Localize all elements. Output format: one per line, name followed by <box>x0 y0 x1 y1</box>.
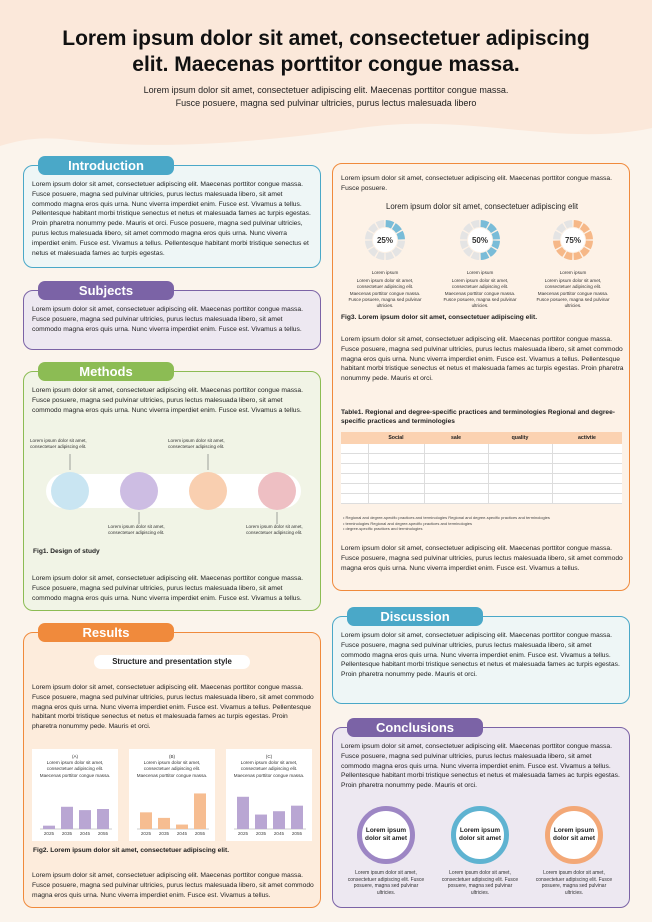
design-circle-4 <box>258 472 296 510</box>
methods-text-1: Lorem ipsum dolor sit amet, consectetuer adipiscing elit. Maecenas porttitor congue massa. Fusce posuere, magna sed pulvinar ultricies, purus lectus malesuada libero, sit amet commodo magna eros quis urna. Nunc viverra imperdiet enim. Fusce est. Vivamus a tellus. <box>32 387 303 414</box>
table-cell <box>424 484 488 493</box>
discussion-label: Discussion <box>347 607 483 626</box>
donut-segment-empty <box>471 220 480 228</box>
table-cell <box>424 494 488 503</box>
table-notes <box>343 515 623 532</box>
results-text-2: Lorem ipsum dolor sit amet, consectetuer adipiscing elit. Maecenas porttitor congue massa. Fusce posuere, magna sed pulvinar ultricies, purus lectus malesuada libero, sit amet commodo magna eros quis urna. Nunc viverra imperdiet enim. Fusce est. Vivamus a tellus. <box>32 872 314 899</box>
donut-segment-empty <box>460 231 468 240</box>
table-row <box>341 454 622 464</box>
right-top-card <box>332 163 630 591</box>
results-card <box>23 625 321 908</box>
table-cell <box>424 464 488 473</box>
donut-segment-filled <box>574 220 583 228</box>
table-note: • Regional and degree-specific practices and terminologies Regional and degree-specific practices and terminologies <box>343 515 550 520</box>
table-cell <box>552 444 622 453</box>
donut-segment-empty <box>376 252 385 260</box>
bar-2045 <box>79 810 91 829</box>
donut-segment-empty <box>365 231 373 240</box>
x-tick-label: 2045 <box>176 831 188 836</box>
x-tick-label: 2025 <box>237 831 249 836</box>
bar-2055 <box>291 806 303 829</box>
x-tick-label: 2045 <box>79 831 91 836</box>
table-cell <box>424 444 488 453</box>
conclusion-ring-2: Lorem ipsum dolor sit amet <box>451 806 509 864</box>
donut-percent-label: 50% <box>471 236 489 245</box>
table-cell <box>552 484 622 493</box>
conclusions-label: Conclusions <box>347 718 483 737</box>
donut-segment-filled <box>564 252 573 260</box>
table-cell <box>341 484 368 493</box>
methods-card <box>23 364 321 611</box>
donut-segment-filled <box>574 252 583 260</box>
conclusion-ring-caption: Lorem ipsum dolor sit amet, consectetuer adipiscing elit. Fusce posuere, magna sed pulvinar ultricies. <box>535 870 613 896</box>
bar-chart-title: (A) Lorem ipsum dolor sit amet, consectetuer adipiscing elit. Maecenas porttitor congue massa. <box>39 754 111 778</box>
donut-segment-filled <box>481 220 490 228</box>
table-cell <box>488 444 552 453</box>
design-circle-1 <box>51 472 89 510</box>
design-note-1: Lorem ipsum dolor sit amet, consectetuer adipiscing elit. <box>30 438 87 450</box>
x-tick-label: 2035 <box>61 831 73 836</box>
x-tick-label: 2045 <box>273 831 285 836</box>
table-row <box>341 444 622 454</box>
bar-chart-2 <box>129 749 215 841</box>
conclusion-ring-1: Lorem ipsum dolor sit amet <box>357 806 415 864</box>
donut-segment-filled <box>492 241 500 250</box>
structure-pill: Structure and presentation style <box>94 655 250 669</box>
bar-chart-title: (B) Lorem ipsum dolor sit amet, consectetuer adipiscing elit. Maecenas porttitor congue massa. <box>136 754 208 778</box>
results-text-1: Lorem ipsum dolor sit amet, consectetuer adipiscing elit. Maecenas porttitor congue massa. Fusce posuere, magna sed pulvinar ultricies, purus lectus malesuada libero, sit amet commodo magna eros quis urna. Nunc viverra imperdiet enim. Fusce est. Vivamus a tellus. Pellentesque habitant morbi tristique senectus et netus et malesuada fames ac turpis egestas. Proin pharetra nonummy pede. Mauris et orci. <box>32 684 314 731</box>
table-body <box>341 444 622 504</box>
right-top-text-2: Lorem ipsum dolor sit amet, consectetuer adipiscing elit. Maecenas porttitor congue massa. Fusce posuere, magna sed pulvinar ultricies, purus lectus malesuada libero, sit amet commodo magna eros quis urna. Nunc viverra imperdiet enim. Fusce est. Vivamus a tellus. Pellentesque habitant morbi tristique senectus et netus et malesuada fames ac turpis egestas. Proin pharetra nonummy pede. Mauris et orci. <box>341 336 624 383</box>
donut-segment-empty <box>386 252 395 260</box>
bar-2035 <box>158 818 170 829</box>
donut-75 <box>548 215 598 265</box>
header-wave-background <box>0 0 652 160</box>
donut-segment-filled <box>553 241 561 250</box>
bar-chart-title: (C) Lorem ipsum dolor sit amet, consectetuer adipiscing elit. Maecenas porttitor congue massa. <box>233 754 305 778</box>
bar-chart-1 <box>32 749 118 841</box>
donut-segment-filled <box>585 241 593 250</box>
conclusion-ring-caption: Lorem ipsum dolor sit amet, consectetuer adipiscing elit. Fusce posuere, magna sed pulvinar ultricies. <box>441 870 519 896</box>
design-circle-3 <box>189 472 227 510</box>
table-cell <box>368 454 424 463</box>
donut-segment-filled <box>492 231 500 240</box>
results-label: Results <box>38 623 174 642</box>
table-header-cell <box>341 432 368 444</box>
table-note: • terminologies Regional and degree-specific practices and terminologies <box>343 520 473 526</box>
table-cell <box>368 474 424 483</box>
table-row <box>341 474 622 484</box>
donut-segment-filled <box>386 220 395 228</box>
table-cell <box>488 494 552 503</box>
donut-segment-filled <box>397 231 405 240</box>
bar-2035 <box>255 815 267 829</box>
table-cell <box>368 464 424 473</box>
table-cell <box>424 454 488 463</box>
table-row <box>341 464 622 474</box>
bar-2055 <box>194 793 206 829</box>
table-cell <box>488 484 552 493</box>
bar-2025 <box>140 812 152 829</box>
subjects-label: Subjects <box>38 281 174 300</box>
bar-2045 <box>176 825 188 829</box>
discussion-text: Lorem ipsum dolor sit amet, consectetuer adipiscing elit. Maecenas porttitor congue massa. Fusce posuere, magna sed pulvinar ultricies, purus lectus malesuada libero, sit amet commodo magna eros quis urna. Nunc viverra imperdiet enim. Fusce est. Vivamus a tellus. Pellentesque habitant morbi tristique senectus et netus et malesuada fames ac turpis egestas. Proin pharetra nonummy pede. Mauris et orci. <box>341 632 620 679</box>
table-header-cell: activtie <box>578 435 596 441</box>
introduction-card <box>23 158 321 268</box>
donut-segment-empty <box>460 241 468 250</box>
table-cell <box>341 454 368 463</box>
design-note-2: Lorem ipsum dolor sit amet, consectetuer adipiscing elit. <box>168 438 225 450</box>
table-cell <box>368 494 424 503</box>
donut-caption: Lorem ipsum Lorem ipsum dolor sit amet, consectetuer adipiscing elit. Maecenas porttitor congue massa. Fusce posuere, magna sed pulvinar ultricies. <box>348 270 422 309</box>
design-circle-2 <box>120 472 158 510</box>
table-note: • degree-specific practices and terminologies <box>343 526 423 531</box>
x-tick-label: 2055 <box>97 831 109 836</box>
donut-percent-label: 25% <box>376 236 394 245</box>
fig3-caption: Fig3. Lorem ipsum dolor sit amet, consectetuer adipiscing elit. <box>341 314 538 321</box>
table-cell <box>424 474 488 483</box>
bar-2055 <box>97 809 109 829</box>
conclusions-text: Lorem ipsum dolor sit amet, consectetuer adipiscing elit. Maecenas porttitor congue massa. Fusce posuere, magna sed pulvinar ultricies, purus lectus malesuada libero, sit amet commodo magna eros quis urna. Nunc viverra imperdiet enim. Fusce est. Vivamus a tellus. Pellentesque habitant morbi tristique senectus et netus et malesuada fames ac turpis egestas. Proin pharetra nonummy pede. Mauris et orci. <box>341 743 620 790</box>
table-header-row <box>341 432 622 444</box>
table-cell <box>341 444 368 453</box>
table-cell <box>552 464 622 473</box>
table-header-cell: sale <box>450 435 462 441</box>
table-cell <box>552 494 622 503</box>
x-tick-label: 2055 <box>194 831 206 836</box>
design-note-4: Lorem ipsum dolor sit amet, consectetuer adipiscing elit. <box>246 524 303 536</box>
donut-segment-filled <box>481 252 490 260</box>
x-tick-label: 2035 <box>158 831 170 836</box>
donut-chart-title: Lorem ipsum dolor sit amet, consectetuer adipiscing elit <box>386 202 578 211</box>
conclusion-ring-3: Lorem ipsum dolor sit amet <box>545 806 603 864</box>
donut-25 <box>360 215 410 265</box>
conclusions-card <box>332 720 630 908</box>
introduction-text: Lorem ipsum dolor sit amet, consectetuer adipiscing elit. Maecenas porttitor congue massa. Fusce posuere, magna sed pulvinar ultricies, purus lectus malesuada libero, sit amet commodo magna eros quis urna. Nunc viverra imperdiet enim. Fusce est. Vivamus a tellus. Pellentesque habitant morbi tristique senectus et netus et malesuada fames ac turpis egestas. Proin pharetra nonummy pede. Mauris et orci. Fusce posuere, magna sed pulvinar ultricies, purus lectus malesuada libero, sit amet commodo magna eros quis urna. Nunc viverra imperdiet enim. Fusce est. Vivamus a tellus. Pellentesque habitant morbi tristique senectus et netus et malesuada fames ac turpis egestas. <box>32 181 311 257</box>
conclusion-ring-caption: Lorem ipsum dolor sit amet, consectetuer adipiscing elit. Fusce posuere, magna sed pulvinar ultricies. <box>347 870 425 896</box>
donut-segment-filled <box>585 231 593 240</box>
table1-caption: Table1. Regional and degree-specific practices and terminologies Regional and degree-specific practices and terminologies <box>341 409 615 425</box>
bar-2045 <box>273 811 285 829</box>
methods-text-2: Lorem ipsum dolor sit amet, consectetuer adipiscing elit. Maecenas porttitor congue massa. Fusce posuere, magna sed pulvinar ultricies, purus lectus malesuada libero, sit amet commodo magna eros quis urna. Nunc viverra imperdiet enim. Fusce est. Vivamus a tellus. <box>32 575 303 602</box>
x-tick-label: 2035 <box>255 831 267 836</box>
donut-segment-empty <box>365 241 373 250</box>
x-tick-label: 2025 <box>43 831 55 836</box>
table-header-cell: quality <box>511 435 529 441</box>
table-cell <box>368 484 424 493</box>
table-cell <box>552 474 622 483</box>
donut-caption: Lorem ipsum Lorem ipsum dolor sit amet, consectetuer adipiscing elit. Maecenas porttitor congue massa. Fusce posuere, magna sed pulvinar ultricies. <box>536 270 610 309</box>
right-top-text-1: Lorem ipsum dolor sit amet, consectetuer adipiscing elit. Maecenas porttitor congue massa. Fusce posuere. <box>341 175 612 192</box>
design-note-3: Lorem ipsum dolor sit amet, consectetuer adipiscing elit. <box>108 524 165 536</box>
data-table <box>341 432 622 504</box>
donut-segment-empty <box>564 220 573 228</box>
donut-50 <box>455 215 505 265</box>
donut-caption: Lorem ipsum Lorem ipsum dolor sit amet, consectetuer adipiscing elit. Maecenas porttitor congue massa. Fusce posuere, magna sed pulvinar ultricies. <box>443 270 517 309</box>
table-cell <box>488 474 552 483</box>
bar-2035 <box>61 807 73 829</box>
table-cell <box>368 444 424 453</box>
bar-2025 <box>237 797 249 829</box>
donut-segment-empty <box>553 231 561 240</box>
discussion-card <box>332 609 630 704</box>
page-subtitle: Lorem ipsum dolor sit amet, consectetuer adipiscing elit. Maecenas porttitor congue massa. Fusce posuere, magna sed pulvinar ultricies, purus lectus malesuada libero <box>143 85 509 108</box>
table-cell <box>488 464 552 473</box>
introduction-label: Introduction <box>38 156 174 175</box>
bar-2025 <box>43 826 55 829</box>
table-cell <box>488 454 552 463</box>
table-cell <box>552 454 622 463</box>
table-row <box>341 494 622 504</box>
x-tick-label: 2025 <box>140 831 152 836</box>
page-title: Lorem ipsum dolor sit amet, consectetuer adipiscing elit. Maecenas porttitor congue massa. <box>62 27 590 76</box>
donut-segment-empty <box>376 220 385 228</box>
bar-chart-3 <box>226 749 312 841</box>
subjects-card <box>23 283 321 350</box>
table-row <box>341 484 622 494</box>
fig2-caption: Fig2. Lorem ipsum dolor sit amet, consectetuer adipiscing elit. <box>33 847 230 854</box>
table-header-cell: Social <box>388 435 404 441</box>
fig1-caption: Fig1. Design of study <box>33 548 100 555</box>
right-top-text-3: Lorem ipsum dolor sit amet, consectetuer adipiscing elit. Maecenas porttitor congue massa. Fusce posuere, magna sed pulvinar ultricies, purus lectus malesuada libero, sit amet commodo magna eros quis urna. Nunc viverra imperdiet enim. Fusce est. Vivamus a tellus. <box>341 545 623 572</box>
donut-segment-empty <box>471 252 480 260</box>
table-cell <box>341 464 368 473</box>
table-cell <box>341 474 368 483</box>
subjects-text: Lorem ipsum dolor sit amet, consectetuer adipiscing elit. Maecenas porttitor congue massa. Fusce posuere, magna sed pulvinar ultricies, purus lectus malesuada libero, sit amet commodo magna eros quis urna. Nunc viverra imperdiet enim. Fusce est. Vivamus a tellus. <box>32 306 303 333</box>
donut-segment-empty <box>397 241 405 250</box>
x-tick-label: 2055 <box>291 831 303 836</box>
methods-label: Methods <box>38 362 174 381</box>
table-cell <box>341 494 368 503</box>
donut-percent-label: 75% <box>564 236 582 245</box>
